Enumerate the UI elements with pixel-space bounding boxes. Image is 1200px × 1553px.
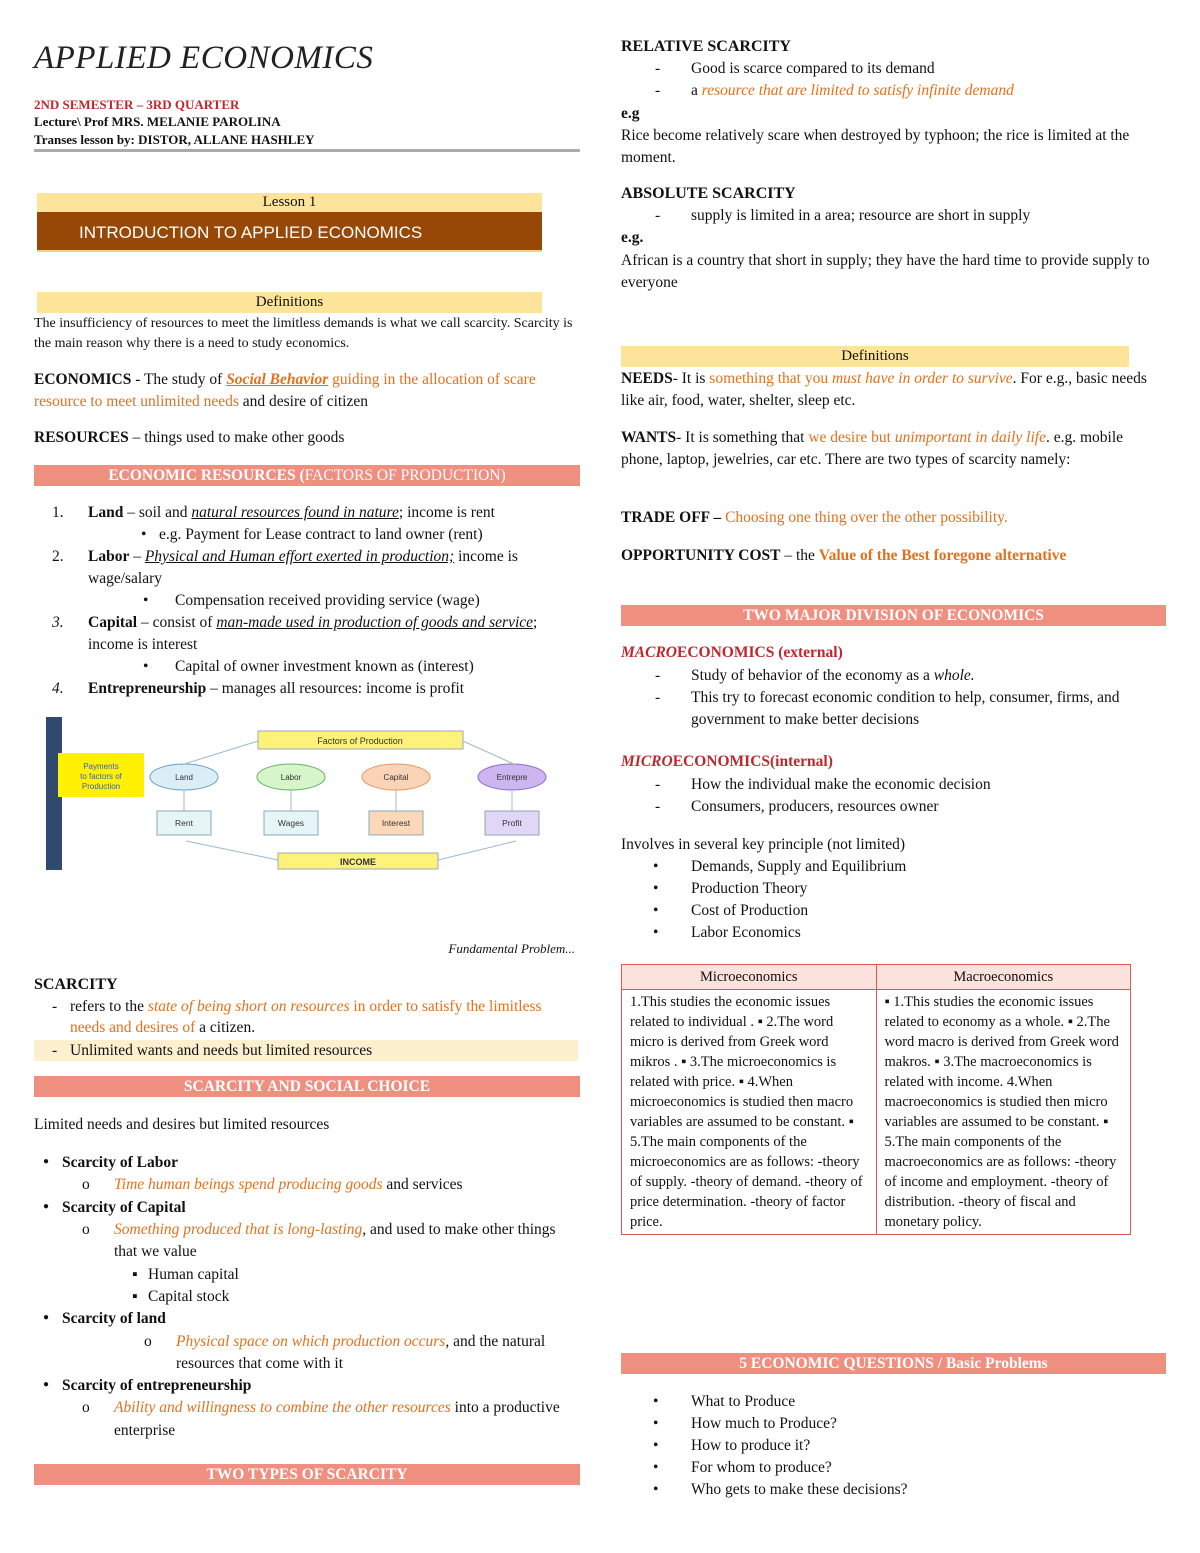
scarcity-type-sub-item: ▪ Capital stock [34, 1286, 580, 1308]
scarcity-type-description [34, 1331, 580, 1376]
principle-item: • Cost of Production [621, 900, 1166, 922]
scarcity-type-description [34, 1174, 580, 1196]
factor-item [34, 546, 580, 590]
factor-text-underlined: man-made used in production of goods and service [216, 614, 534, 631]
definitions2-label: Definitions [621, 346, 1129, 367]
bullet-icon: • [141, 526, 147, 543]
scarcity-type-text: , and the natural resources that come with it [176, 1332, 546, 1372]
factor-term: Land [88, 504, 124, 521]
diagram-factor-label: Labor [280, 773, 302, 782]
comparison-header-macro: Macroeconomics [876, 965, 1131, 990]
microeconomics-body: - How the individual make the economic decision - Consumers, producers, resources owner [621, 774, 1166, 818]
scarcity-type-text: , and used to make other things that we value [114, 1220, 556, 1261]
factor-number: 3. [52, 614, 64, 631]
two-major-division-bar: TWO MAJOR DIVISION OF ECONOMICS [621, 605, 1166, 626]
circle-bullet-icon: o [144, 1332, 152, 1350]
trade-off-definition: TRADE OFF – Choosing one thing over the other possibility. [621, 509, 1008, 526]
scarcity-type-title: Scarcity of Labor [62, 1154, 178, 1171]
scarcity-type-item [34, 1308, 580, 1330]
factor-sub-item: • Capital of owner investment known as (interest) [34, 656, 580, 678]
principle-item: • Demands, Supply and Equilibrium [621, 856, 1166, 878]
scarcity-type-description [34, 1397, 580, 1442]
question-item: • How much to Produce? [621, 1413, 1166, 1435]
page-title: APPLIED ECONOMICS [34, 40, 374, 76]
comparison-cell-macro: ▪ 1.This studies the economic issues related to economy as a whole. ▪ 2.The word macro is derived from Greek word makros. ▪ 3.The macroeconomics is related with income. 4.When macroeconomics is studied then micro variables are assumed to be constant. ▪ 5.The main components of the macroeconomics are as follows: -theory of income and employment. -theory of distribution. -theory of fiscal and monetary policy. [876, 990, 1131, 1235]
fundamental-problem-note: Fundamental Problem... [448, 941, 575, 956]
diagram-payment-label: Rent [175, 818, 193, 828]
scarcity-type-description [34, 1219, 580, 1264]
wants-definition: WANTS- It is something that we desire but unimportant in daily life. e.g. mobile phone, laptop, jewelries, car etc. There are two types of scarcity namely: [621, 429, 1124, 468]
diagram-arrow [181, 741, 258, 765]
lesson-label: Lesson 1 [37, 193, 542, 212]
header-divider [34, 149, 580, 152]
scarcity-type-title: Scarcity of land [62, 1310, 166, 1328]
needs-definition: NEEDS- It is something that you must have in order to survive. For e.g., basic needs like air, food, water, shelter, sleep etc. [621, 370, 1147, 409]
factor-text: – soil and [123, 504, 192, 521]
scarcity-definition: - refers to the state of being short on resources in order to satisfy the limitless needs and desires of a citizen. - Unlimited wants and needs but limited resources [34, 996, 580, 1061]
transes-label: Transes lesson by: DISTOR, ALLANE HASHLEY [34, 132, 315, 147]
scarcity-type-highlight: Time human beings spend producing goods [114, 1176, 383, 1194]
diagram-payment-label: Profit [502, 818, 522, 828]
resources-definition: RESOURCES – things used to make other goods [34, 429, 345, 446]
question-item: • For whom to produce? [621, 1457, 1166, 1479]
factor-item [34, 502, 580, 524]
five-questions-list [621, 1391, 1166, 1501]
principle-item: • Labor Economics [621, 922, 1166, 944]
scarcity-type-item [34, 1197, 580, 1219]
diagram-side-label: Payments to factors of Production [80, 762, 122, 791]
comparison-table [621, 964, 1131, 1235]
comparison-cell-micro: 1.This studies the economic issues related to individual . ▪ 2.The word micro is derived from Greek word mikros . ▪ 3.The microeconomics is related with price. ▪ 4.When microeconomics is studied then macro variables are assumed to be constant. ▪ 5.The main components of the microeconomics are as follows: -theory of supply. -theory of demand. -theory of price determination. -theory of factor price. [622, 990, 877, 1235]
bullet-icon: • [143, 658, 149, 675]
absolute-scarcity-title: ABSOLUTE SCARCITY [621, 185, 796, 202]
factor-income: income is wage/salary [88, 548, 518, 587]
scarcity-type-highlight: Physical space on which production occurs [176, 1332, 446, 1350]
five-questions-bar: 5 ECONOMIC QUESTIONS / Basic Problems [621, 1353, 1166, 1374]
social-choice-list [34, 1152, 580, 1442]
social-choice-bar: SCARCITY AND SOCIAL CHOICE [34, 1076, 580, 1097]
question-item: • Who gets to make these decisions? [621, 1479, 1166, 1501]
factor-text-underlined: natural resources found in nature [191, 504, 399, 521]
diagram-arrow [438, 841, 516, 860]
bullet-icon: • [143, 592, 149, 609]
factor-income: ; income is rent [398, 504, 495, 521]
scarcity-type-text: and services [382, 1176, 463, 1194]
macroeconomics-title: MACROECONOMICS (external) [621, 644, 843, 661]
factor-number: 4. [52, 680, 64, 697]
factor-item [34, 612, 580, 656]
bullet-icon: ● [43, 1200, 50, 1212]
factor-item [34, 678, 580, 700]
bullet-icon: ● [43, 1312, 50, 1324]
absolute-scarcity-body: - supply is limited in a area; resource are short in supply e.g. African is a country that short in supply; they have the hard time to provide supply to everyone [621, 205, 1166, 294]
diagram-factor-label: Land [175, 773, 193, 782]
microeconomics-title: MICROECONOMICS(internal) [621, 753, 833, 770]
economics-definition: ECONOMICS - The study of Social Behavior guiding in the allocation of scare resource to meet unlimited needs and desire of citizen [34, 371, 536, 410]
scarcity-type-text: into a productive enterprise [114, 1399, 560, 1439]
semester-label: 2ND SEMESTER – 3RD QUARTER [34, 97, 240, 112]
diagram-bottom-label: INCOME [340, 857, 376, 867]
diagram-factor-label: Capital [383, 773, 409, 782]
factors-of-production-diagram [46, 717, 551, 870]
circle-bullet-icon: o [82, 1399, 90, 1417]
question-item: • How to produce it? [621, 1435, 1166, 1457]
lesson-title: INTRODUCTION TO APPLIED ECONOMICS [37, 212, 542, 252]
factor-text: – [129, 548, 145, 565]
diagram-top-label: Factors of Production [317, 736, 403, 746]
scarcity-type-highlight: Ability and willingness to combine the other resources [114, 1399, 451, 1417]
factor-sub-item: • e.g. Payment for Lease contract to land owner (rent) [34, 524, 580, 546]
factor-number: 2. [52, 548, 64, 565]
circle-bullet-icon: o [82, 1220, 90, 1238]
bullet-icon: ● [43, 1156, 50, 1167]
two-types-bar: TWO TYPES OF SCARCITY [34, 1464, 580, 1485]
bullet-icon: ● [43, 1379, 50, 1391]
scarcity-type-item [34, 1152, 580, 1174]
factor-term: Labor [88, 548, 130, 565]
factor-text: – consist of [137, 614, 217, 631]
scarcity-intro: The insufficiency of resources to meet the limitless demands is what we call scarcity. Scarcity is the main reason why there is a need to study economics. [34, 316, 573, 352]
definitions-label: Definitions [37, 292, 542, 313]
question-item: • What to Produce [621, 1391, 1166, 1413]
factor-sub-item: • Compensation received providing service (wage) [34, 590, 580, 612]
diagram-factor-label: Entrepre [496, 773, 528, 782]
scarcity-type-item [34, 1375, 580, 1397]
relative-scarcity-title: RELATIVE SCARCITY [621, 38, 791, 55]
scarcity-type-highlight: Something produced that is long-lasting [114, 1220, 363, 1238]
macroeconomics-body: - Study of behavior of the economy as a whole. - This try to forecast economic condition to help, consumer, firms, and government to make better decisions [621, 665, 1166, 731]
scarcity-type-sub-item: ▪ Human capital [34, 1264, 580, 1286]
principle-item: • Production Theory [621, 878, 1166, 900]
factor-number: 1. [52, 504, 64, 521]
factor-term: Entrepreneurship [88, 680, 207, 697]
diagram-arrow [463, 741, 516, 765]
economic-resources-bar: ECONOMIC RESOURCES (FACTORS OF PRODUCTION) [34, 465, 580, 486]
diagram-payment-label: Interest [381, 818, 411, 828]
opportunity-cost-definition: OPPORTUNITY COST – the Value of the Best foregone alternative [621, 547, 1067, 564]
factor-text: – manages all resources: income is profit [206, 680, 465, 697]
lecturer-label: Lecture\ Prof MRS. MELANIE PAROLINA [34, 114, 281, 129]
square-bullet-icon: ▪ [132, 1265, 138, 1283]
relative-scarcity-body: - Good is scarce compared to its demand - a resource that are limited to satisfy infinite demand e.g Rice become relatively scare when destroyed by typhoon; the rice is limited at the moment. [621, 58, 1166, 170]
diagram-arrow [186, 841, 278, 860]
factor-term: Capital [88, 614, 138, 631]
key-principles: Involves in several key principle (not limited) • Demands, Supply and Equilibrium • Production Theory • Cost of Production • Labor Economics [621, 834, 1166, 944]
scarcity-type-title: Scarcity of entrepreneurship [62, 1377, 252, 1395]
factor-income: ; income is interest [88, 614, 538, 653]
circle-bullet-icon: o [82, 1176, 90, 1194]
scarcity-type-title: Scarcity of Capital [62, 1198, 186, 1216]
scarcity-title: SCARCITY [34, 976, 118, 993]
social-choice-intro: Limited needs and desires but limited resources [34, 1116, 330, 1133]
square-bullet-icon: ▪ [132, 1287, 138, 1305]
comparison-header-micro: Microeconomics [622, 965, 877, 990]
factors-list [34, 502, 580, 700]
diagram-payment-label: Wages [277, 818, 305, 828]
factor-text-underlined: Physical and Human effort exerted in production; [144, 548, 455, 565]
